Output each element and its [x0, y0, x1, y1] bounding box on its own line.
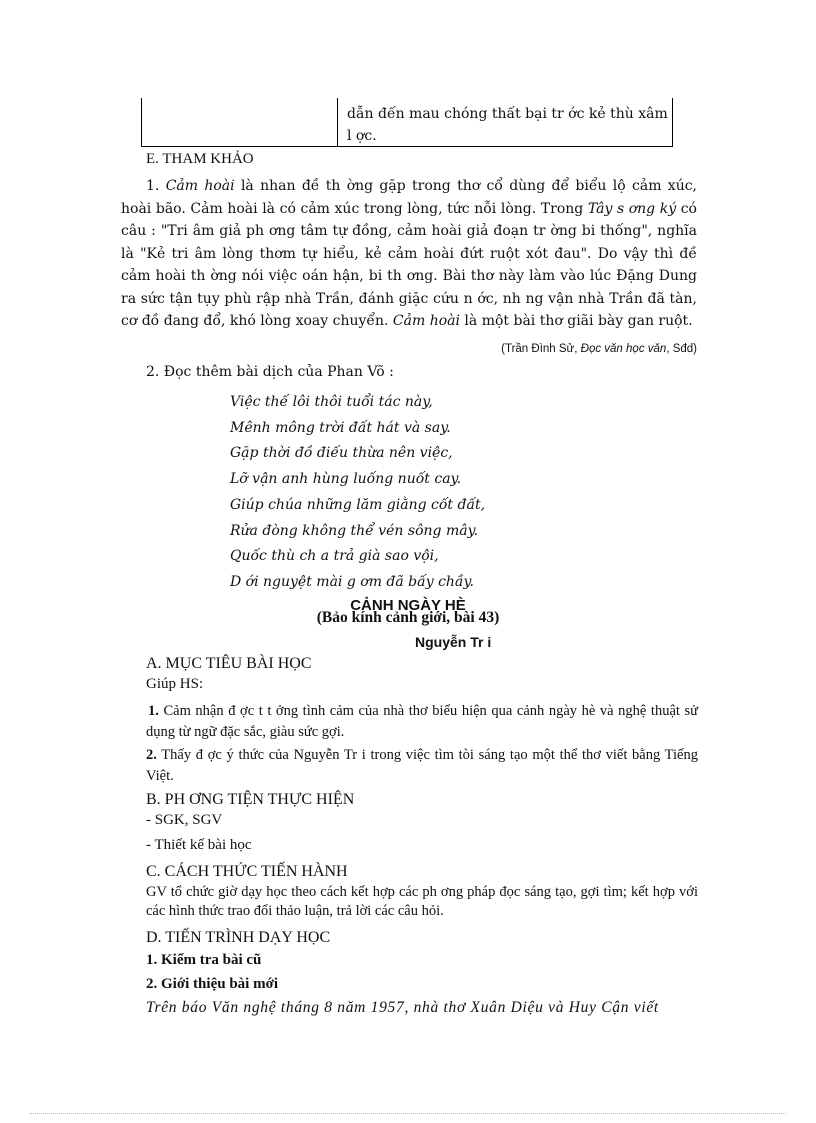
section-b-item-1: - SGK, SGV: [146, 812, 223, 828]
citation-book: Đọc văn học văn: [580, 343, 667, 355]
section-a-item-1: [146, 701, 698, 743]
citation: [501, 343, 697, 355]
section-c-heading: C. CÁCH THỨC TIẾN HÀNH: [146, 863, 348, 880]
table-cell-line-1: dẫn đến mau chóng thất bại tr ớc kẻ thù xâm: [347, 106, 668, 122]
p1-text-a: là nhan đề th ờng gặp trong thơ cổ dùng để biểu lộ cảm xúc, hoài bão. Cảm hoài là có cảm xúc trong lòng, tức nỗi lòng. Trong: [121, 178, 697, 217]
section-e-heading: E. THAM KHẢO: [146, 151, 254, 167]
section-d-step-1: 1. Kiểm tra bài cũ: [146, 952, 262, 968]
lesson-subtitle: (Bảo kính cảnh giới, bài 43): [316, 609, 500, 626]
section-d-intro: Trên báo Văn nghệ tháng 8 năm 1957, nhà thơ Xuân Diệu và Huy Cận viết: [146, 999, 659, 1016]
p1-term-2: Cảm hoài: [392, 313, 460, 329]
section-a-item-2: [146, 745, 698, 787]
poem-line: Giúp chúa những lăm giằng cốt đất,: [230, 496, 486, 513]
section-a-heading: A. MỤC TIÊU BÀI HỌC: [146, 655, 312, 672]
p1-term: Cảm hoài: [165, 178, 235, 194]
page-bottom-rule: [30, 1113, 786, 1114]
p1-book-title: Tây s ơng ký: [587, 200, 677, 217]
poem-line: D ới nguyệt mài g ơm đã bấy chầy.: [230, 573, 475, 590]
poem-line: Gặp thời đồ điếu thừa nên việc,: [230, 445, 453, 462]
section-b-item-2: - Thiết kế bài học: [146, 837, 252, 853]
poem-line: Rửa đòng không thể vén sông mây.: [230, 522, 479, 539]
table-cell-line-2: l ợc.: [347, 128, 377, 144]
item-1-number: 1.: [148, 703, 159, 719]
section-c-text: GV tổ chức giờ dạy học theo cách kết hợp các ph ơng pháp đọc sáng tạo, gợi tìm; kết hợp với các hình thức trao đổi thảo luận, trả lời các câu hỏi.: [146, 884, 698, 919]
lesson-author: Nguyễn Tr i: [415, 634, 492, 650]
item-2-text: Thấy đ ợc ý thức của Nguyễn Tr i trong việc tìm tòi sáng tạo một thể thơ viết bằng Tiếng Việt.: [146, 747, 698, 784]
section-e-paragraph-1: [121, 175, 697, 333]
poem-line: Mênh mông trời đất hát và say.: [230, 419, 451, 436]
lesson-title: CẢNH NGÀY HÈ: [350, 597, 466, 614]
p1-text-c: là một bài thơ giãi bày gan ruột.: [459, 313, 693, 329]
table-column-divider: [337, 98, 338, 146]
poem-line: Quốc thù ch a trả già sao vội,: [230, 548, 439, 565]
p1-number: 1.: [146, 178, 166, 194]
citation-suffix: , Sđd): [666, 343, 697, 355]
item-1-text: Cảm nhận đ ợc t t ởng tình cảm của nhà thơ biểu hiện qua cảnh ngày hè và nghệ thuật sử dụng từ ngữ đặc sắc, giàu sức gợi.: [146, 703, 698, 740]
item-2-number: 2.: [146, 747, 157, 763]
section-e-paragraph-2: 2. Đọc thêm bài dịch của Phan Võ :: [146, 364, 394, 380]
section-a-intro: Giúp HS:: [146, 676, 204, 692]
poem: [230, 390, 485, 596]
p1-text-b: có câu : "Tri âm giả ph ơng tâm tự đồng, cảm hoài giả đoạn tr ờng bi thống", nghĩa là "Kẻ tri âm lòng thơm tự hiểu, kẻ cảm hoài đứt ruột xót đau". Do vậy thì đề cảm hoài th ờng nói việc oán hận, bi th ơng. Bài thơ này làm vào lúc Đặng Dung ra sức tận tụy phù rập nhà Trần, đánh giặc cứu n ớc, nh ng vận nhà Trần đã tàn, cơ đồ đang đổ, khó lòng xoay chuyển.: [121, 200, 697, 329]
section-d-step-2: 2. Giới thiệu bài mới: [146, 976, 279, 992]
section-b-heading: B. PH ƠNG TIỆN THỰC HIỆN: [146, 791, 355, 808]
citation-prefix: (Trần Đình Sử,: [501, 343, 581, 355]
poem-line: Lỡ vận anh hùng luống nuốt cay.: [230, 471, 462, 488]
section-d-heading: D. TIẾN TRÌNH DẠY HỌC: [146, 929, 331, 946]
poem-line: Việc thế lôi thôi tuổi tác này,: [230, 394, 433, 410]
table-fragment: [141, 98, 673, 147]
